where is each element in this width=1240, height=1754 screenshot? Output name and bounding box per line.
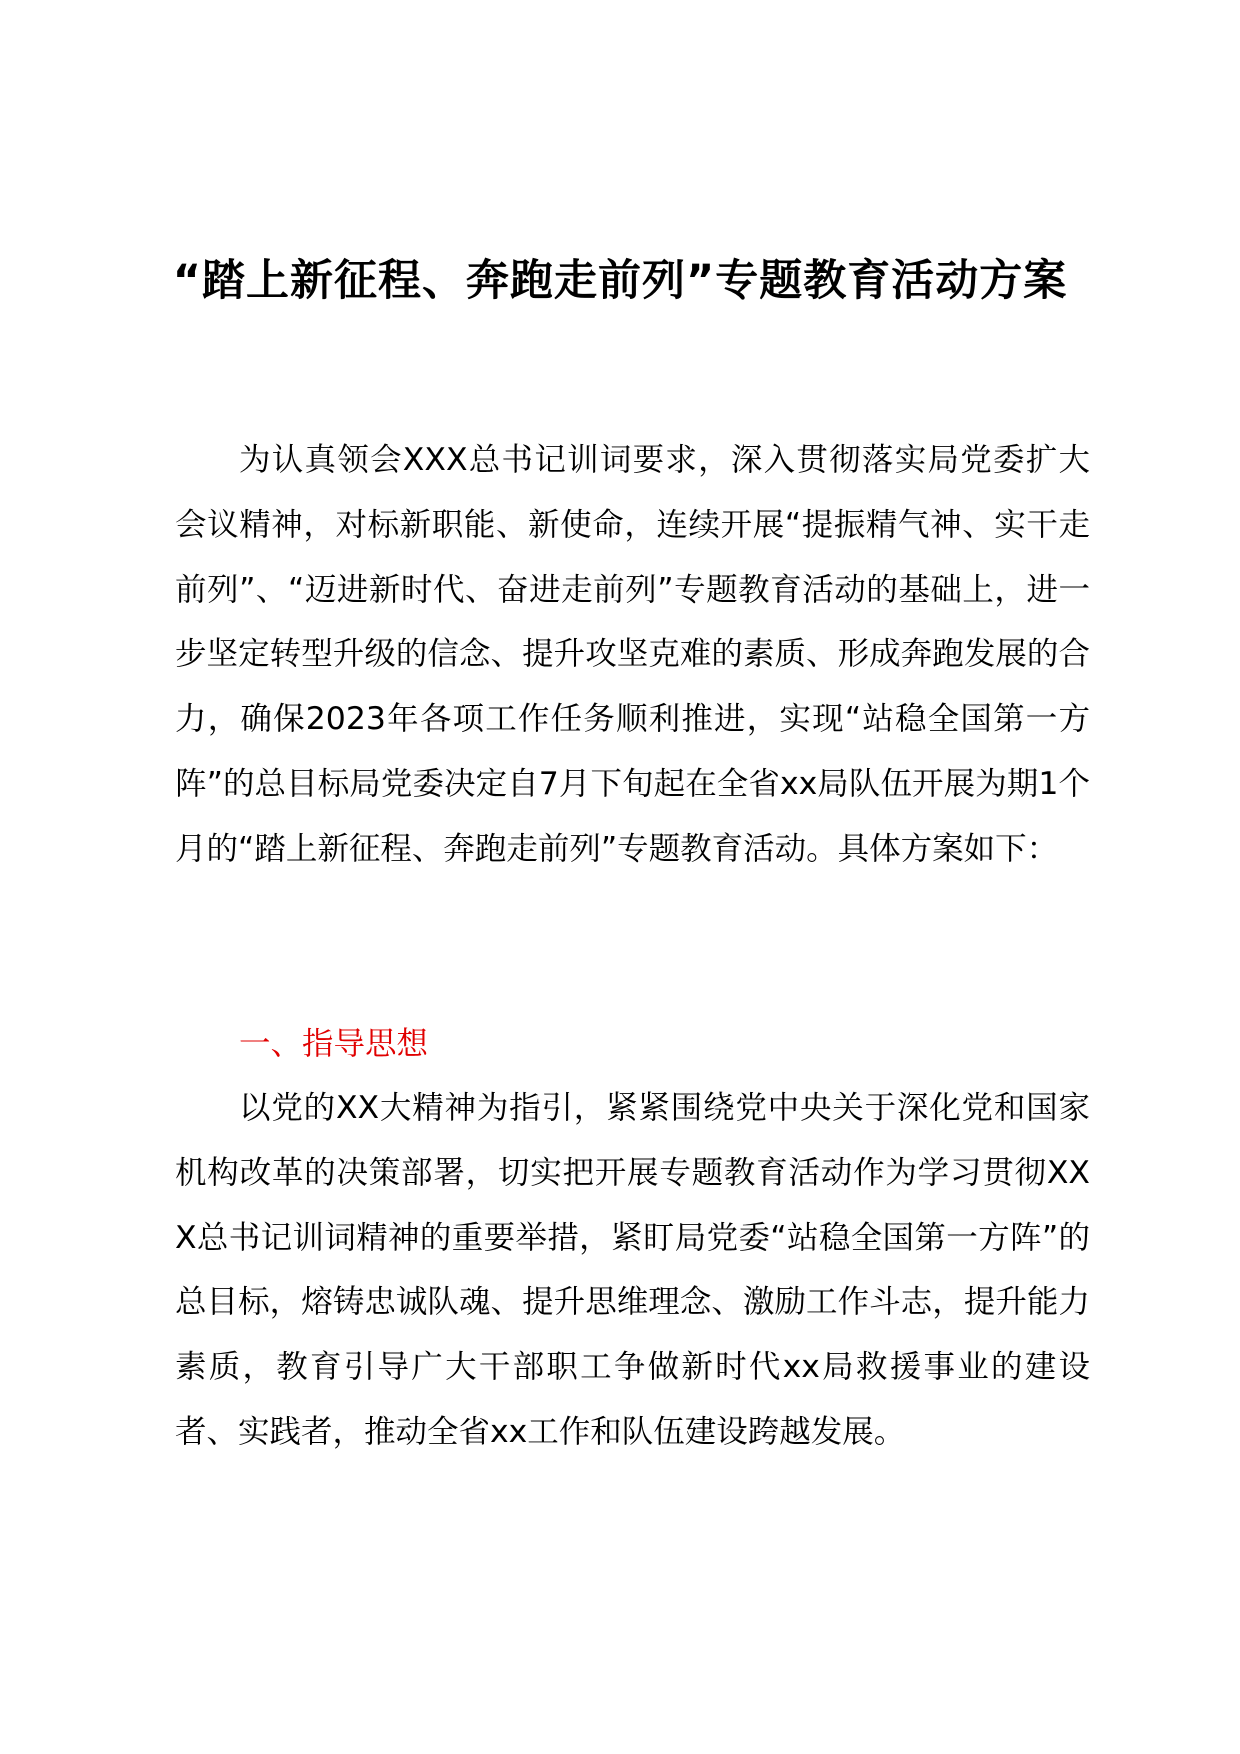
intro-paragraph: 为认真领会XXX总书记训词要求，深入贯彻落实局党委扩大会议精神，对标新职能、新使命，连续开展“提振精气神、实干走前列”、“迈进新时代、奋进走前列”专题教育活动的基础上，进一步坚定转型升级的信念、提升攻坚克难的素质、形成奔跑发展的合力，确保2023年各项工作任务顺利推进，实现“站稳全国第一方阵”的总目标局党委决定自7月下旬起在全省xx局队伍开展为期1个月的“踏上新征程、奔跑走前列”专题教育活动。具体方案如下： xyxy=(175,442,1090,867)
document-title: “踏上新征程、奔跑走前列”专题教育活动方案 xyxy=(172,256,1068,306)
section-heading-guiding-ideology: 一、指导思想 xyxy=(239,1026,429,1062)
guiding-ideology-paragraph: 以党的XX大精神为指引，紧紧围绕党中央关于深化党和国家机构改革的决策部署，切实把开展专题教育活动作为学习贯彻XXX总书记训词精神的重要举措，紧盯局党委“站稳全国第一方阵”的总目标，熔铸忠诚队魂、提升思维理念、激励工作斗志，提升能力素质，教育引导广大干部职工争做新时代xx局救援事业的建设者、实践者，推动全省xx工作和队伍建设跨越发展。 xyxy=(175,1090,1090,1450)
